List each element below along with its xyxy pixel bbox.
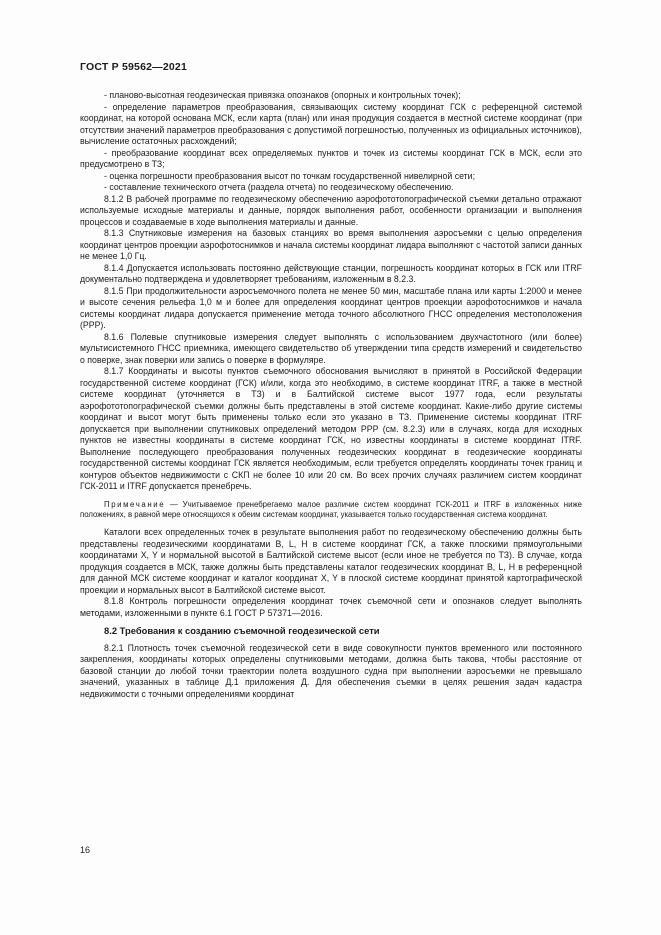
list-item: - определение параметров преобразования, связывающих систему координат ГСК с референцной системой координат, на которой основана МСК, если карта (план) или иная продукция создается в местной системе координат (при отсутствии значений параметров преобразования с допустимой погрешностью, полученных из официальных источников), вычисление остаточных расхождений; xyxy=(80,101,582,146)
paragraph-8-2-1: 8.2.1 Плотность точек съемочной геодезической сети в виде совокупности пунктов временного или постоянного закрепления, координаты которых определены спутниковыми методами, должна быть такова, чтобы расстояние от базовой станции до любой точки траектории полета воздушного судна при выполнении аэросъемки не превышало значений, указанных в таблице Д.1 приложения Д. Для обеспечения съемки в целях решения задач кадастра недвижимости с точными определениями координат xyxy=(80,642,582,699)
note-label: Примечание xyxy=(104,499,166,509)
paragraph-8-1-2: 8.1.2 В рабочей программе по геодезическому обеспечению аэрофототопографической съемки детально отражают используемые исходные материалы и данные, порядок выполнения работ, особенности организации и выполнения процессов и создаваемые в ходе выполнения материалы и данные. xyxy=(80,193,582,227)
paragraph-8-1-6: 8.1.6 Полевые спутниковые измерения следует выполнять с использованием двухчастотного (или более) мультисистемного ГНСС приемника, имеющего свидетельство об утверждении типа средств измерений и свидетельство о поверке, знак поверки или запись о поверке в формуляре. xyxy=(80,331,582,365)
note-block xyxy=(80,500,582,521)
note-text: — Учитываемое пренебрегаемо малое различие систем координат ГСК-2011 и ITRF в изложенных ниже положениях, в равной мере относящихся к обеим системам координат, указывается только государственная система координат. xyxy=(80,499,582,519)
list-item: - планово-высотная геодезическая привязка опознаков (опорных и контрольных точек); xyxy=(104,90,461,100)
paragraph-8-1-7: 8.1.7 Координаты и высоты пунктов съемочного обоснования вычисляют в принятой в Российской Федерации государственной системе координат (ГСК) и/или, когда это необходимо, в системе координат ITRF, а также в местной системе координат (уточняется в ТЗ) и в Балтийской системе высот 1977 года, если результаты аэрофототопографической съемки должны быть представлены в этой системе координат. Какие-либо другие системы координат и высот могут быть применены только если это указано в ТЗ. Применение системы координат ITRF допускается при выполнении спутниковых определений методом PPP (см. 8.2.3) или в случаях, когда для исходных пунктов не известны координаты в системе координат ГСК, но известны координаты в системе координат ITRF. Выполнение последующего преобразования полученных геодезических координат в геодезические координаты государственной системы координат ГСК является необходимым, если требуется определять координаты точек границ и контуров объектов недвижимости с СКП не более 10 или 20 см. Во всех прочих случаях различием систем координат ГСК-2011 и ITRF допускается пренебречь. xyxy=(80,366,582,491)
paragraph-8-1-5: 8.1.5 При продолжительности аэросъемочного полета не менее 50 мин, масштабе плана или карты 1:2000 и менее и высоте сечения рельефа 1,0 м и более для определения координат центров проекции аэрофотоснимков и начала системы координат лидара допускается применение метода точного абсолютного ГНСС определения местоположения (PPP). xyxy=(80,285,582,330)
paragraph-8-1-4: 8.1.4 Допускается использовать постоянно действующие станции, погрешность координат которых в ГСК или ITRF документально подтверждена и удовлетворяет требованиям, изложенным в 8.2.3. xyxy=(80,262,582,284)
list-item: - преобразование координат всех определяемых пунктов и точек из системы координат ГСК в МСК, если это предусмотрено в ТЗ; xyxy=(80,147,582,169)
paragraph-8-1-3: 8.1.3 Спутниковые измерения на базовых станциях во время выполнения аэросъемки с целью определения координат центров проекции аэрофотоснимков и начала системы координат лидара выполняют с частотой записи данных не менее 1,0 Гц. xyxy=(80,228,582,261)
list-item: - составление технического отчета (раздела отчета) по геодезическому обеспечению. xyxy=(104,182,454,192)
page-number: 16 xyxy=(80,845,91,855)
document-code-header: ГОСТ Р 59562—2021 xyxy=(80,61,188,73)
document-body xyxy=(80,90,582,700)
section-heading-8-2: 8.2 Требования к созданию съемочной геодезической сети xyxy=(104,625,380,637)
paragraph-catalogs: Каталоги всех определенных точек в результате выполнения работ по геодезическому обеспечению должны быть представлены геодезическими координатами B, L, H в системе координат ГСК, а также плоскими прямоугольными координатами X, Y и нормальной высотой в Балтийской системе высот (если иное не требуется по ТЗ). В случае, когда продукция создается в МСК, также должны быть представлены каталог геодезических координат B, L, H в референцной для данной МСК системе координат и каталог координат X, Y в плоской системе координат принятой картографической проекции и нормальных высот в Балтийской системе высот. xyxy=(80,527,582,595)
paragraph-8-1-8: 8.1.8 Контроль погрешности определения координат точек съемочной сети и опознаков следует выполнять методами, изложенными в пункте 6.1 ГОСТ Р 57371—2016. xyxy=(80,596,582,618)
list-item: - оценка погрешности преобразования высот по точкам государственной нивелирной сети; xyxy=(104,170,476,181)
